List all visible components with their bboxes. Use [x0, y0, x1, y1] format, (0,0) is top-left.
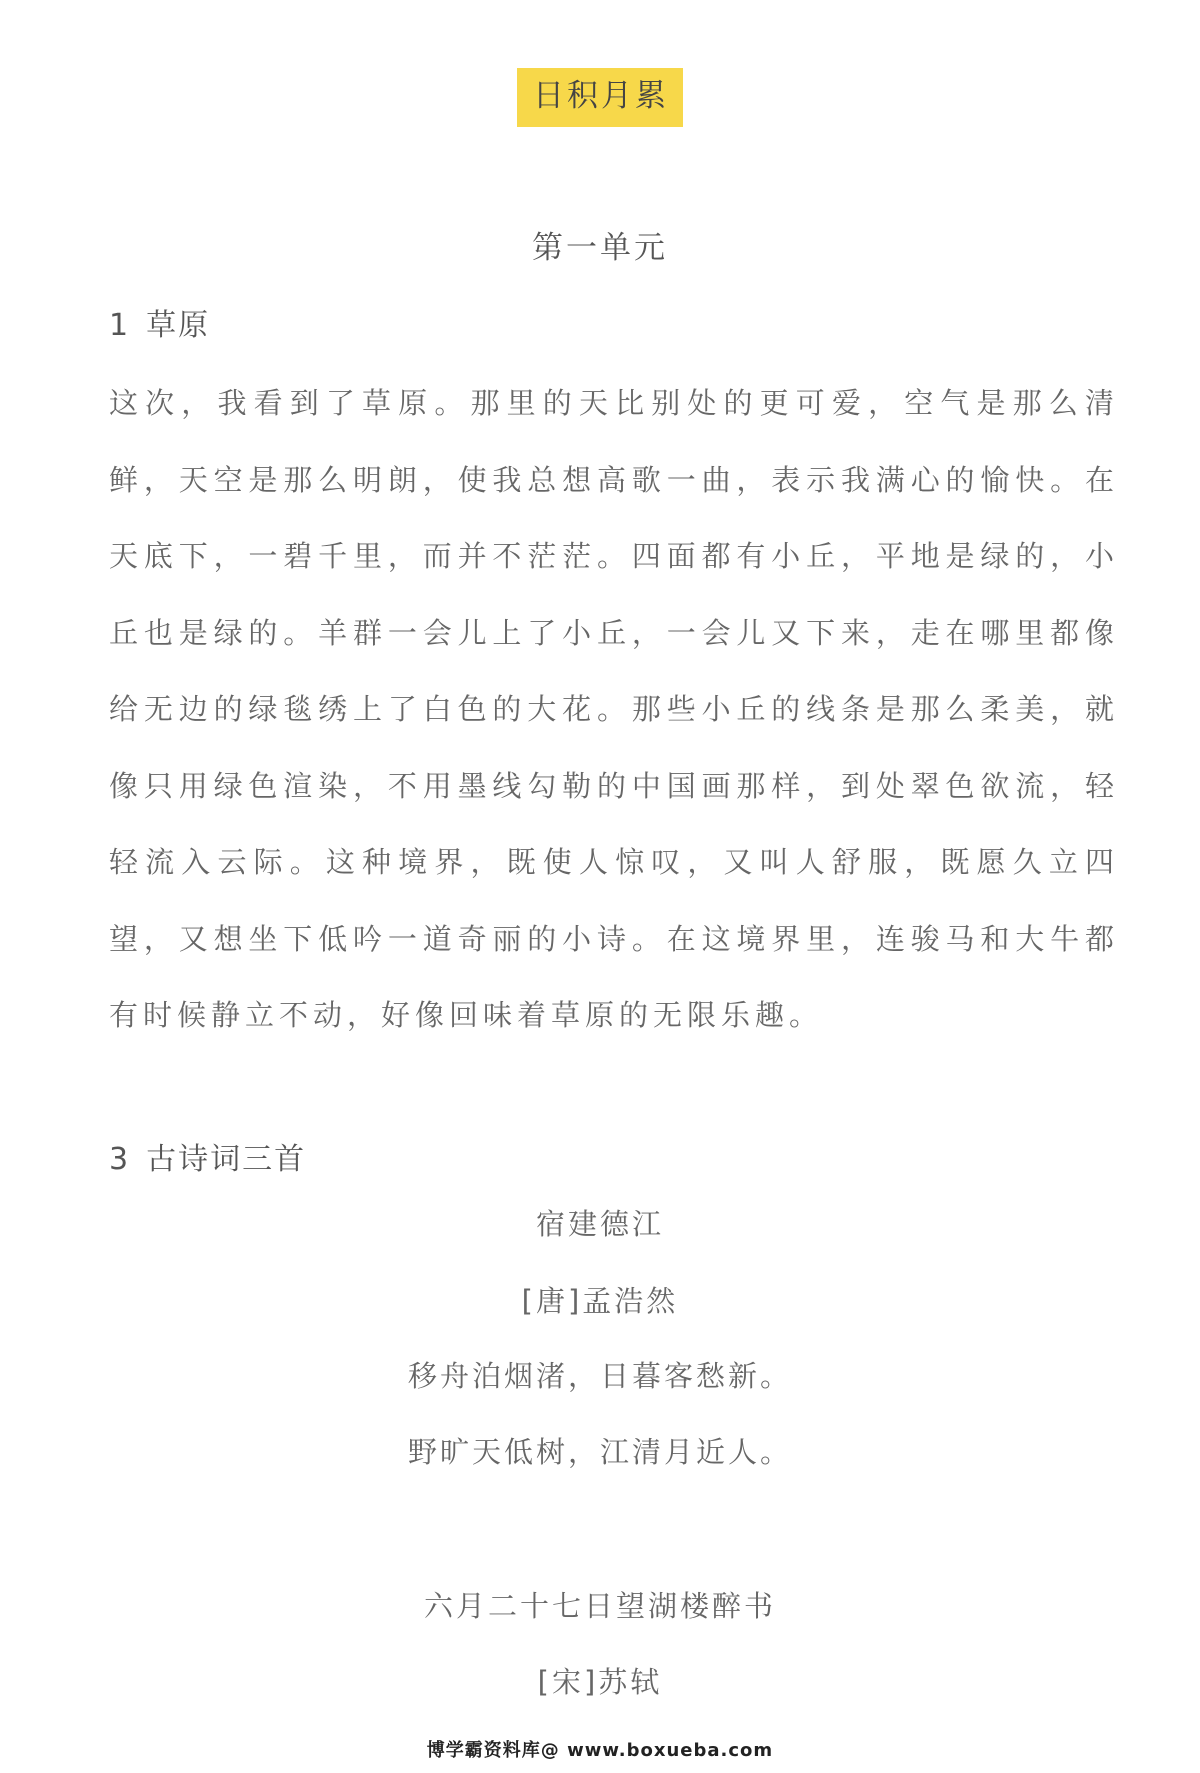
poem-1-author: [唐]孟浩然 [521, 1284, 679, 1318]
section-1-heading [109, 300, 210, 344]
footer-watermark: 博学霸资料库@ www.boxueba.com [426, 1740, 774, 1761]
section-3-heading [109, 1134, 306, 1178]
poem-2-author: [宋]苏轼 [537, 1665, 663, 1699]
unit-title: 第一单元 [532, 230, 668, 266]
section-1-body: 这次，我看到了草原。那里的天比别处的更可爱，空气是那么清鲜，天空是那么明朗，使我总想高歌一曲，表示我满心的愉快。在天底下，一碧千里，而并不茫茫。四面都有小丘，平地是绿的，小丘也是绿的。羊群一会儿上了小丘，一会儿又下来，走在哪里都像给无边的绿毯绣上了白色的大花。那些小丘的线条是那么柔美，就像只用绿色渲染，不用墨线勾勒的中国画那样，到处翠色欲流，轻轻流入云际。这种境界，既使人惊叹，又叫人舒服，既愿久立四望，又想坐下低吟一道奇丽的小诗。在这境界里，连骏马和大牛都有时候静立不动，好像回味着草原的无限乐趣。 [109, 386, 1119, 1032]
poem-2-title: 六月二十七日望湖楼醉书 [423, 1589, 776, 1623]
section-badge: 日积月累 [517, 68, 683, 127]
poem-1-title: 宿建德江 [535, 1207, 664, 1241]
section-1-number: 1 [109, 308, 131, 343]
section-3-title: 古诗词三首 [146, 1142, 307, 1177]
poem-1-line-2: 野旷天低树，江清月近人。 [407, 1435, 792, 1469]
header [0, 68, 1200, 127]
poem-1-line-1: 移舟泊烟渚，日暮客愁新。 [407, 1359, 792, 1393]
section-3-number: 3 [109, 1142, 131, 1177]
section-1-title: 草原 [146, 308, 211, 343]
